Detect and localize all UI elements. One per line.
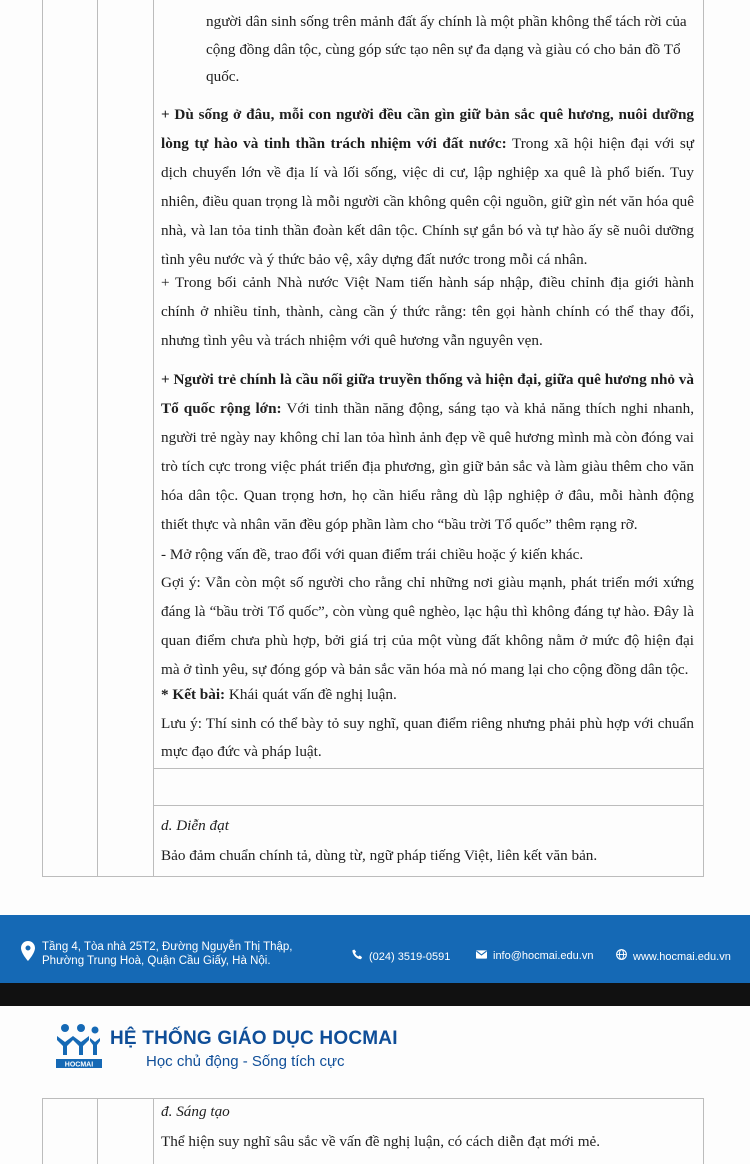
phone-icon xyxy=(352,949,363,964)
address-line: Tầng 4, Tòa nhà 25T2, Đường Nguyễn Thị Thập, xyxy=(42,941,293,953)
location-pin-icon xyxy=(21,941,35,966)
intro-line: cộng đồng dân tộc, cùng góp sức tạo nên sự đa dạng và giàu có cho bản đồ Tổ xyxy=(206,40,681,58)
paragraph-administrative: + Trong bối cảnh Nhà nước Việt Nam tiến hành sáp nhập, điều chỉnh địa giới hành chính ở nhiều tỉnh, thành, càng cần ý thức rằng: tên gọi hành chính có thể thay đổi, nhưng tình yêu và trách nhiệm với quê hương vẫn nguyên vẹn. xyxy=(161,274,694,349)
section-d-title: d. Diễn đạt xyxy=(161,817,229,834)
table-row-divider xyxy=(154,768,703,769)
section-d-text: Bảo đảm chuẩn chính tả, dùng từ, ngữ pháp tiếng Việt, liên kết văn bản. xyxy=(161,847,598,864)
paragraph-body: Với tinh thần năng động, sáng tạo và khả năng thích nghi nhanh, người trẻ ngày nay không chỉ lan tỏa hình ảnh đẹp về quê hương mình mà còn đóng vai trò tích cực trong việc phát triển địa phương, gìn giữ bản sắc và làm giàu thêm cho văn hóa dân tộc. Quan trọng hơn, họ cần hiểu rằng dù lập nghiệp ở đâu, mỗi hành động thiết thực và nhân văn đều góp phần làm cho “bầu trời Tổ quốc” thêm rạng rỡ. xyxy=(161,400,694,533)
email-address: info@hocmai.edu.vn xyxy=(493,950,594,962)
paragraph-lead: + Dù sống ở đâu, mỗi con người đều cần gìn giữ bản sắc quê hương, nuôi dưỡng lòng tự hào và tinh thần trách nhiệm với đất nước: xyxy=(161,106,694,152)
brand-slogan: Học chủ động - Sống tích cực xyxy=(146,1053,345,1070)
paragraph-lead: + Người trẻ chính là cầu nối giữa truyền thống và hiện đại, giữa quê hương nhỏ và Tổ quốc rộng lớn: xyxy=(161,371,694,417)
paragraph-extend: - Mở rộng vấn đề, trao đổi với quan điểm trái chiều hoặc ý kiến khác. xyxy=(161,546,584,563)
footer-address xyxy=(42,940,293,968)
table-column-divider xyxy=(153,0,154,876)
table-column-divider xyxy=(97,1099,98,1164)
footer-website[interactable] xyxy=(616,949,731,964)
table-column-divider xyxy=(153,1099,154,1164)
globe-icon xyxy=(616,949,627,964)
page-footer xyxy=(0,915,750,983)
intro-paragraph xyxy=(206,8,694,91)
paragraph-note: Lưu ý: Thí sinh có thể bày tỏ suy nghĩ, quan điểm riêng nhưng phải phù hợp với chuẩn mực đạo đức và pháp luật. xyxy=(161,715,694,760)
address-line: Phường Trung Hoà, Quận Cầu Giấy, Hà Nội. xyxy=(42,955,271,967)
paragraph-suggestion: Gợi ý: Vẫn còn một số người cho rằng chỉ những nơi giàu mạnh, phát triển mới xứng đáng là “bầu trời Tổ quốc”, còn vùng quê nghèo, lạc hậu thì không đáng tự hào. Đây là quan điểm chưa phù hợp, bởi giá trị của một vùng đất không nằm ở mức độ hiện đại mà ở tình yêu, sự đóng góp và bản sắc văn hóa mà nó mang lại cho cộng đồng dân tộc. xyxy=(161,574,694,678)
table-column-divider xyxy=(97,0,98,876)
mail-icon xyxy=(476,949,487,963)
footer-email[interactable] xyxy=(476,949,593,963)
section-e-title: đ. Sáng tạo xyxy=(161,1103,230,1120)
section-e-text: Thể hiện suy nghĩ sâu sắc về vấn đề nghị luận, có cách diễn đạt mới mẻ. xyxy=(161,1133,601,1150)
hocmai-logo xyxy=(54,1022,104,1077)
paragraph-conclusion xyxy=(161,680,694,709)
logo-text: HOCMAI xyxy=(64,1061,94,1069)
phone-number: (024) 3519-0591 xyxy=(369,950,451,963)
brand-title: HỆ THỐNG GIÁO DỤC HOCMAI xyxy=(110,1028,398,1049)
paragraph-identity xyxy=(161,100,694,274)
paragraph-youth xyxy=(161,365,694,539)
paragraph-body: Khái quát vấn đề nghị luận. xyxy=(225,686,397,703)
website-url: www.hocmai.edu.vn xyxy=(633,950,731,963)
intro-line: quốc. xyxy=(206,68,240,85)
intro-line: người dân sinh sống trên mảnh đất ấy chính là một phần không thể tách rời của xyxy=(206,13,687,30)
page-separator xyxy=(0,983,750,1006)
table-row-divider xyxy=(154,805,703,806)
paragraph-body: Trong xã hội hiện đại với sự dịch chuyển lớn về địa lí và lối sống, việc di cư, lập nghiệp xa quê là phổ biến. Tuy nhiên, điều quan trọng là mỗi người cần không quên cội nguồn, giữ gìn nét văn hóa quê nhà, và lan tỏa tinh thần đoàn kết dân tộc. Chính sự gắn bó và tự hào ấy sẽ nuôi dưỡng tình yêu nước và ý thức bảo vệ, xây dựng đất nước trong mỗi cá nhân. xyxy=(161,135,694,268)
paragraph-lead: * Kết bài: xyxy=(161,686,226,703)
footer-phone[interactable] xyxy=(352,949,450,964)
